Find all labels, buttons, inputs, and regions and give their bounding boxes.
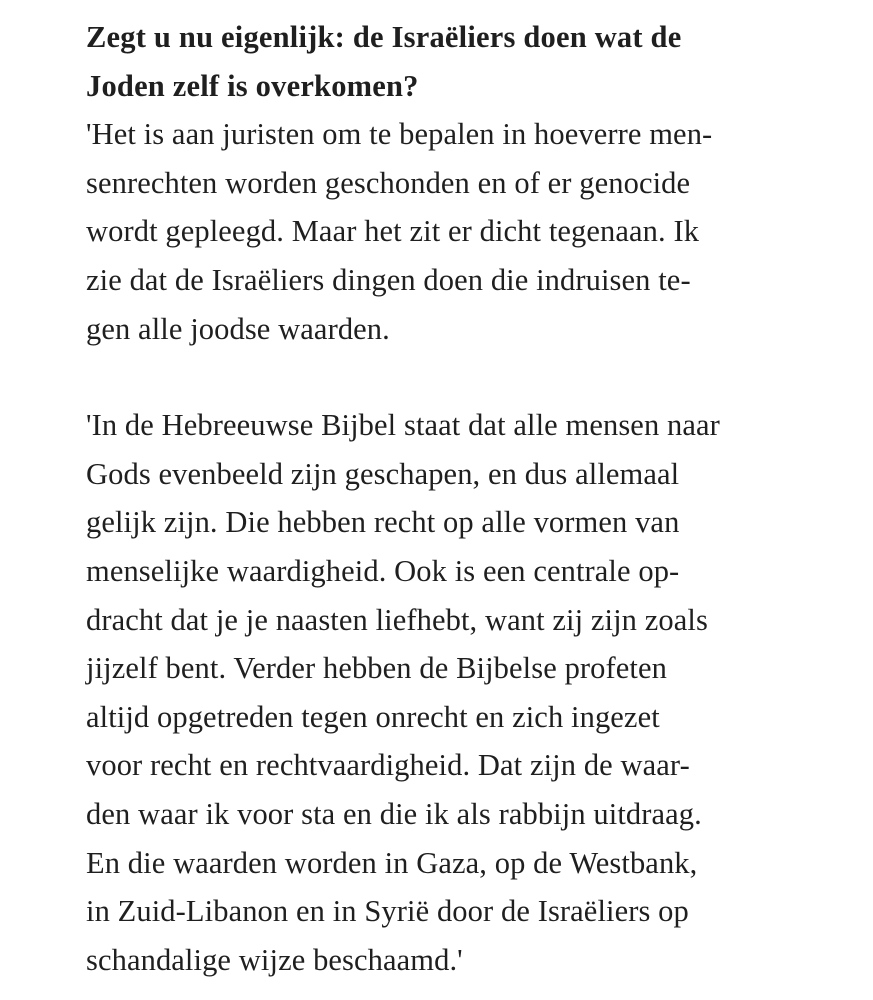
answer-line: wordt gepleegd. Maar het zit er dicht tegenaan. Ik <box>86 214 700 249</box>
answer-line: den waar ik voor sta en die ik als rabbijn uitdraag. <box>86 796 702 831</box>
article-body <box>86 13 846 984</box>
interview-question <box>86 13 846 110</box>
answer-line: jijzelf bent. Verder hebben de Bijbelse profeten <box>86 651 667 686</box>
answer-line: gelijk zijn. Die hebben recht op alle vormen van <box>86 505 680 540</box>
answer-line: zie dat de Israëliers dingen doen die indruisen te- <box>86 262 691 297</box>
paragraph-spacer <box>86 353 846 401</box>
answer-line: Gods evenbeeld zijn geschapen, en dus allemaal <box>86 456 680 491</box>
answer-line: altijd opgetreden tegen onrecht en zich ingezet <box>86 699 660 734</box>
answer-line: En die waarden worden in Gaza, op de Westbank, <box>86 845 698 880</box>
answer-line: schandalige wijze beschaamd.' <box>86 942 463 977</box>
answer-line: menselijke waardigheid. Ook is een centrale op- <box>86 553 680 588</box>
answer-line: 'Het is aan juristen om te bepalen in hoeverre men- <box>86 117 713 152</box>
question-line: Joden zelf is overkomen? <box>86 68 419 103</box>
answer-line: dracht dat je je naasten liefhebt, want zij zijn zoals <box>86 602 708 637</box>
answer-paragraph-1 <box>86 110 846 353</box>
answer-line: in Zuid-Libanon en in Syrië door de Israëliers op <box>86 894 689 929</box>
answer-line: gen alle joodse waarden. <box>86 311 390 346</box>
answer-line: senrechten worden geschonden en of er genocide <box>86 165 691 200</box>
answer-line: voor recht en rechtvaardigheid. Dat zijn de waar- <box>86 748 690 783</box>
answer-paragraph-2 <box>86 401 846 984</box>
answer-line: 'In de Hebreeuwse Bijbel staat dat alle mensen naar <box>86 408 720 443</box>
question-line: Zegt u nu eigenlijk: de Israëliers doen wat de <box>86 20 682 54</box>
